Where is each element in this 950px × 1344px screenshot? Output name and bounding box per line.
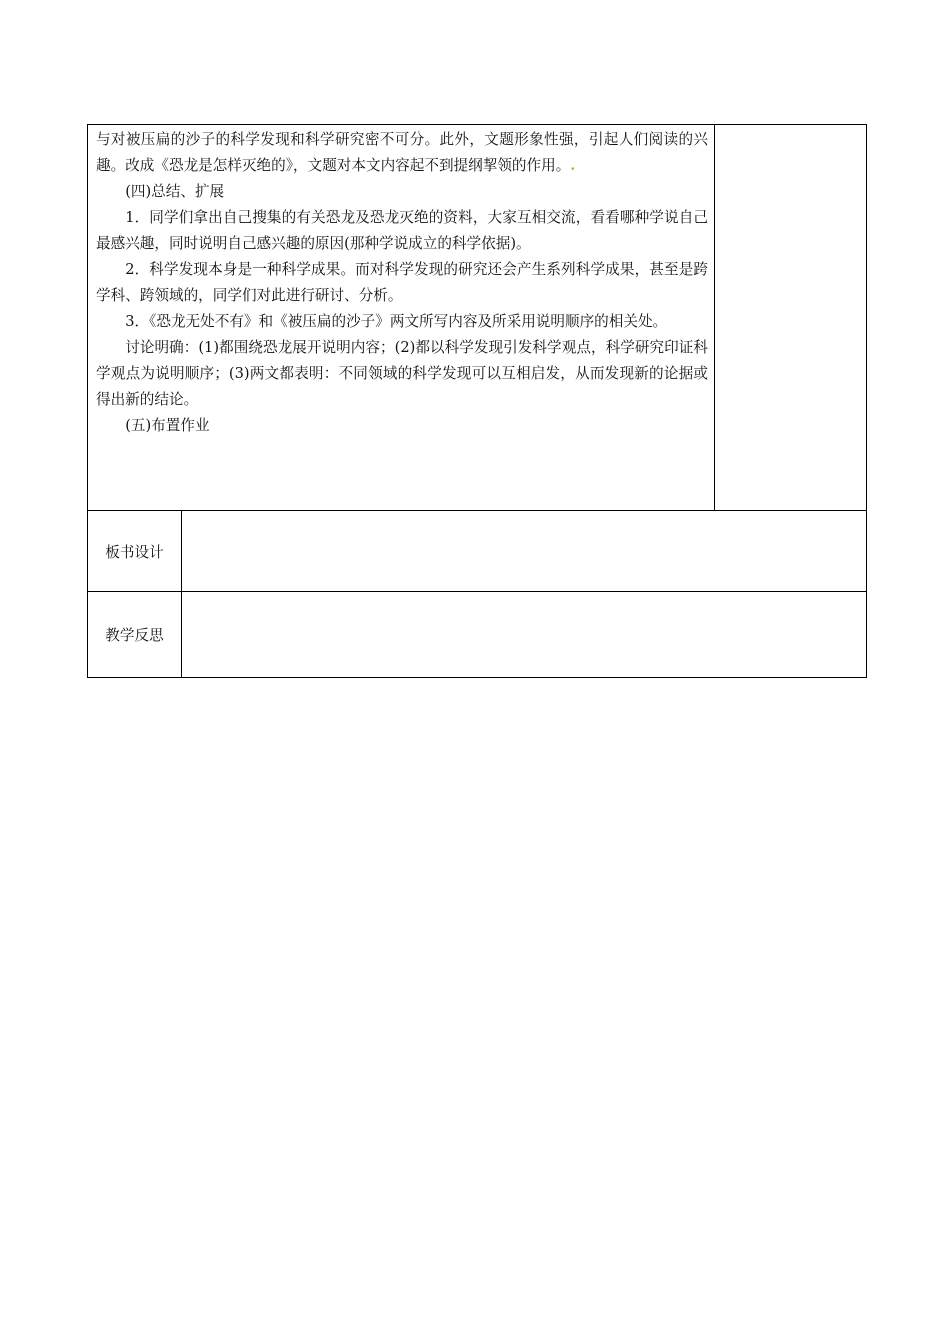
stray-mark: . (570, 157, 576, 174)
section-heading-homework: (五)布置作业 (125, 417, 210, 434)
paragraph-discussion: 讨论明确：(1)都围绕恐龙展开说明内容；(2)都以科学发现引发科学观点，科学研究印证科学观点为说明顺序；(3)两文都表明：不同领域的科学发现可以互相启发，从而发现新的论据或得出新的结论。 (96, 339, 708, 408)
board-design-label: 板书设计 (88, 511, 182, 591)
section-heading-summary: (四)总结、扩展 (125, 183, 225, 200)
board-design-content (182, 511, 866, 591)
paragraph-continued: 与对被压扁的沙子的科学发现和科学研究密不可分。此外，文题形象性强，引起人们阅读的兴趣。改成《恐龙是怎样灭绝的》，文题对本文内容起不到提纲挈领的作用。. (96, 131, 708, 174)
lesson-plan-continued-table (87, 124, 867, 511)
teaching-reflection-content (182, 592, 866, 677)
teaching-reflection-row (88, 592, 866, 677)
paragraph-item-3: 3．《恐龙无处不有》和《被压扁的沙子》两文所写内容及所采用说明顺序的相关处。 (125, 313, 668, 330)
paragraph-item-2: 2．科学发现本身是一种科学成果。而对科学发现的研究还会产生系列科学成果，甚至是跨学科、跨领域的，同学们对此进行研讨、分析。 (96, 261, 708, 304)
column-divider (714, 125, 715, 510)
teaching-reflection-label: 教学反思 (88, 592, 182, 677)
paragraph-item-1: 1．同学们拿出自己搜集的有关恐龙及恐龙灭绝的资料，大家互相交流，看看哪种学说自己最感兴趣，同时说明自己感兴趣的原因(那种学说成立的科学依据)。 (96, 209, 708, 252)
board-design-row (88, 511, 866, 592)
lesson-plan-footer-table (87, 510, 867, 678)
lesson-content-cell (96, 127, 708, 439)
